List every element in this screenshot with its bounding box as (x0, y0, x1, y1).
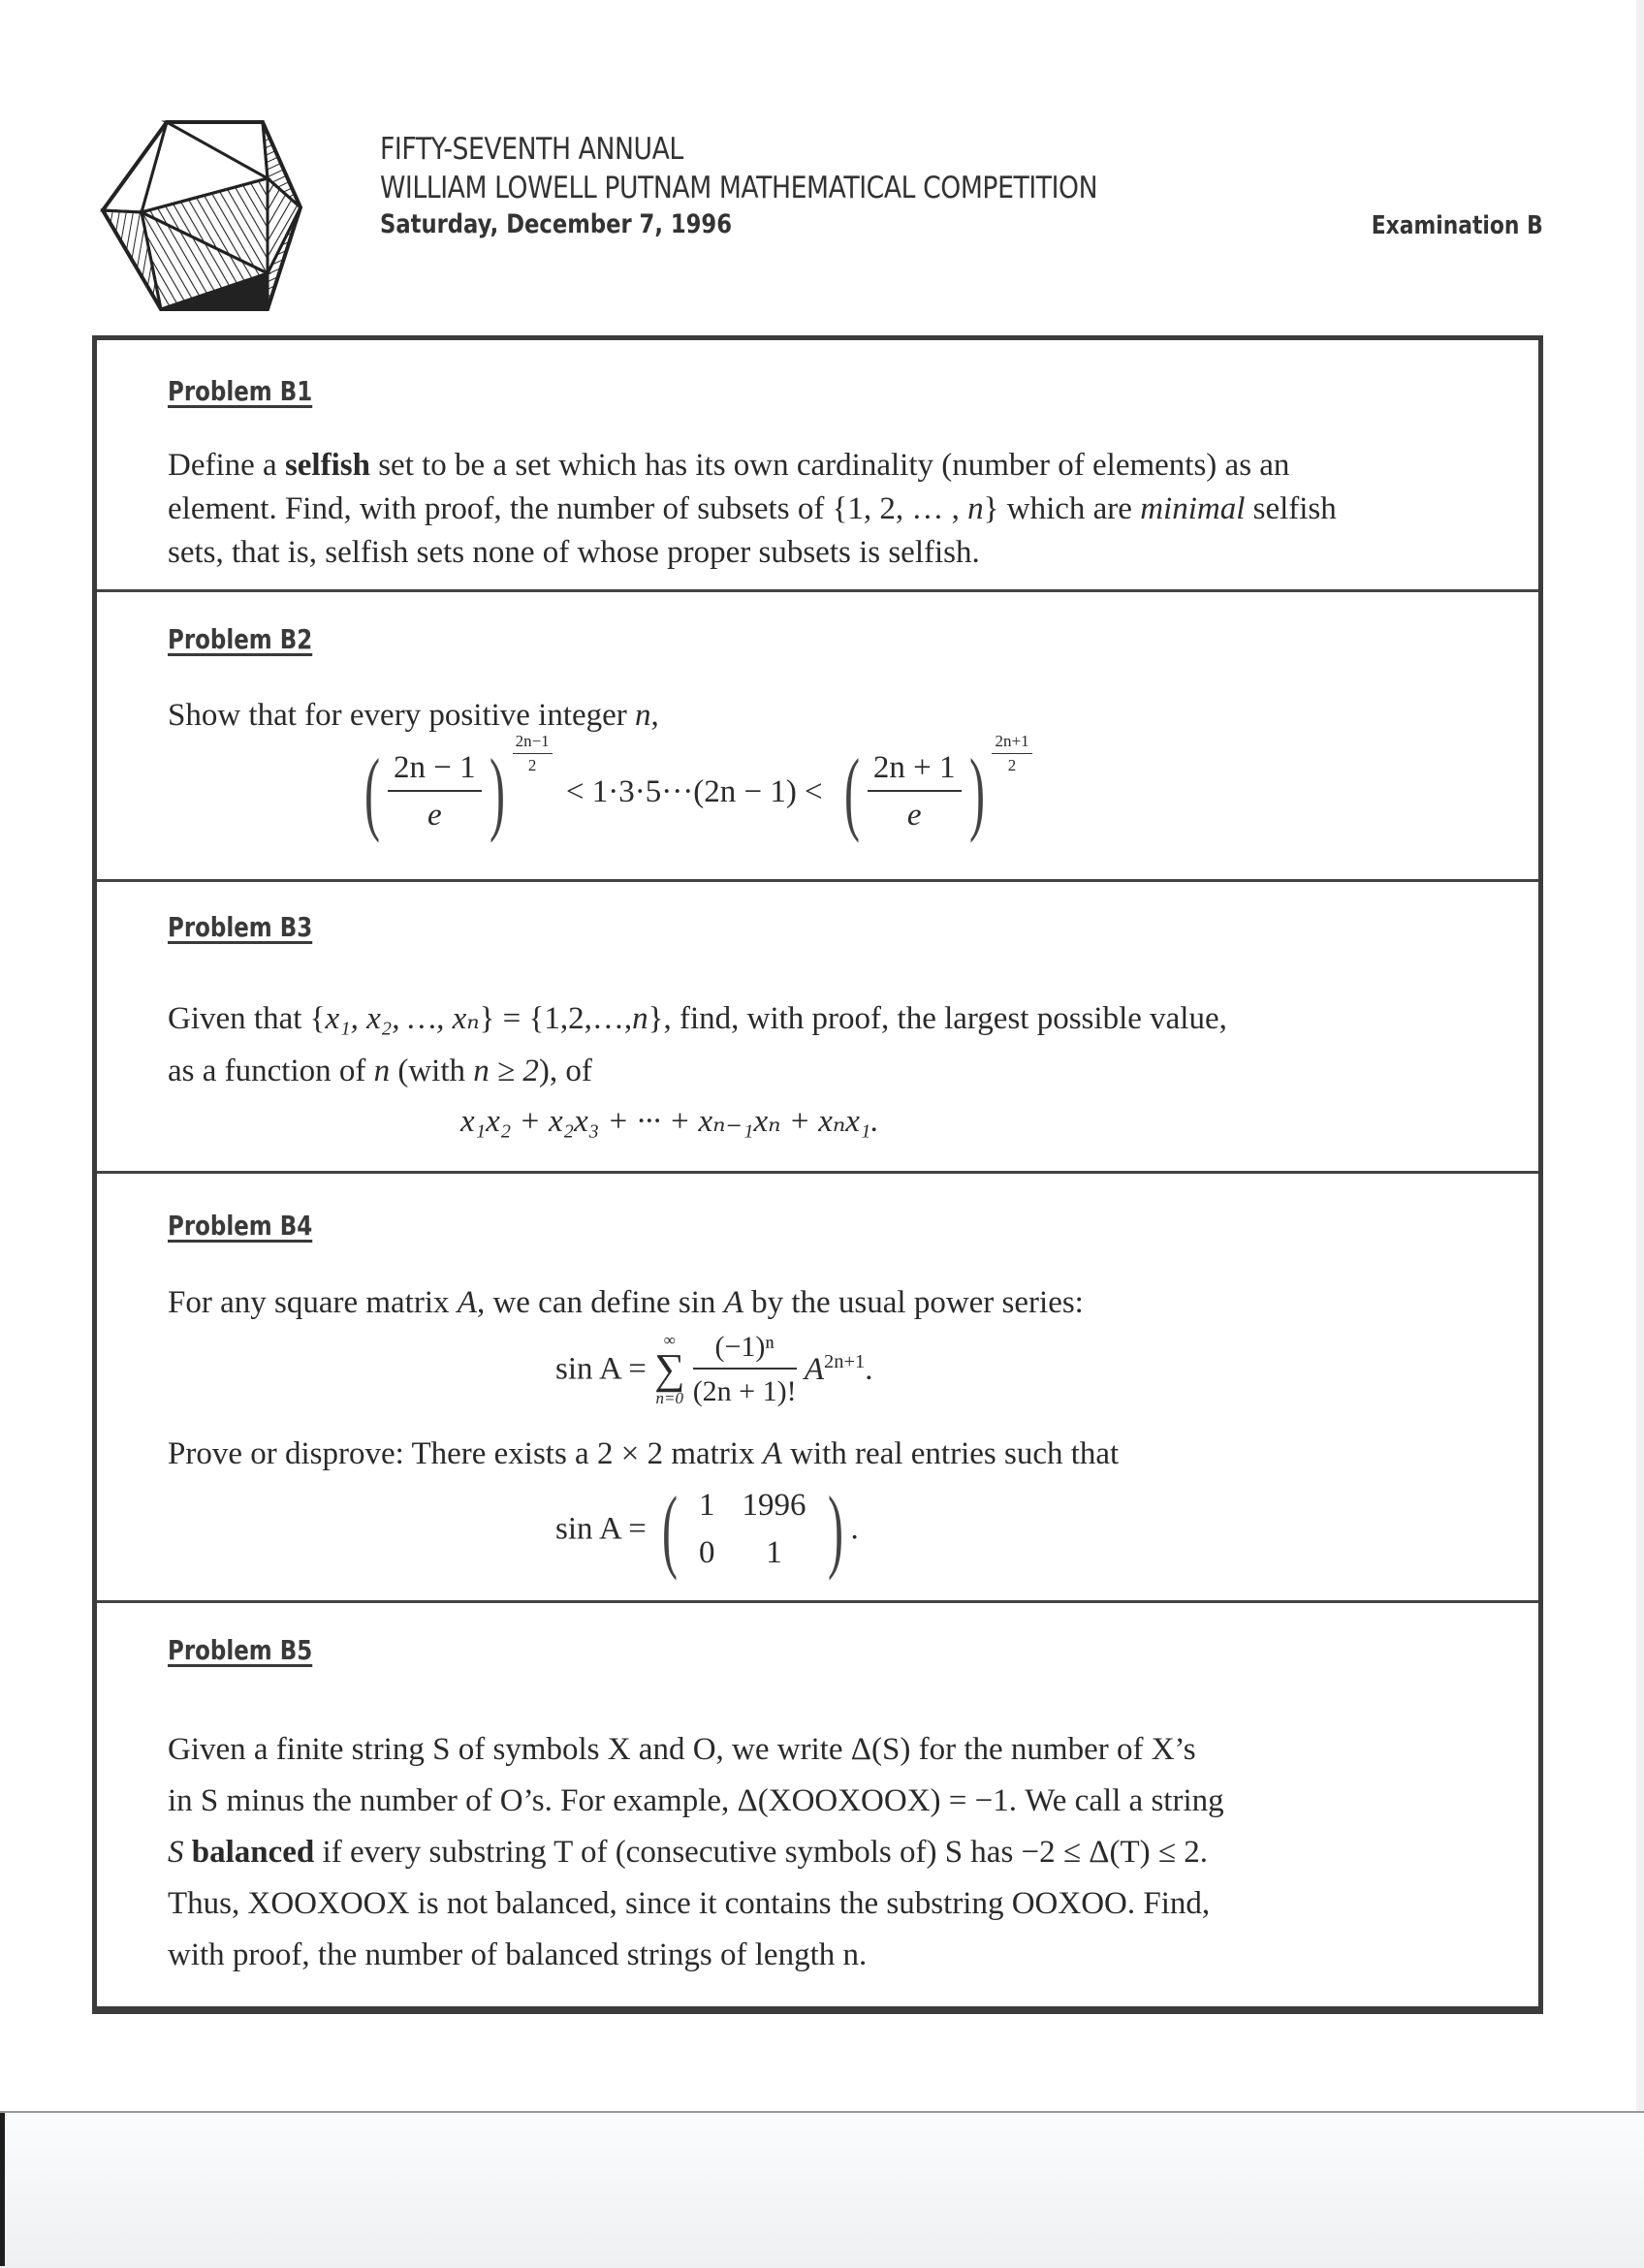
sheet-spine (0, 2113, 5, 2266)
problem-text-line: Thus, XOOXOOX is not balanced, since it contains the substring OOXOO. Find, (168, 1886, 1211, 1921)
header-edition: FIFTY-SEVENTH ANNUAL (380, 132, 683, 167)
problem-b1 (97, 340, 1538, 592)
exam-header (380, 130, 1543, 248)
problem-b3 (97, 882, 1538, 1173)
problem-title: Problem B5 (168, 1634, 313, 1666)
problem-text-line: Define a selfish set to be a set which has its own cardinality (number of elements) as an (168, 448, 1290, 483)
cyclic-sum-formula: x₁x₂ + x₂x₃ + ··· + xₙ₋₁xₙ + xₙx₁. (460, 1104, 879, 1139)
problem-b4 (97, 1174, 1538, 1600)
problem-text-line: For any square matrix A, we can define sin A by the usual power series: (168, 1285, 1084, 1320)
problem-title: Problem B2 (168, 623, 313, 655)
underlying-sheet (0, 2111, 1644, 2268)
problem-title: Problem B1 (168, 375, 313, 407)
problem-text-line: Given a finite string S of symbols X and O, we write Δ(S) for the number of X’s (168, 1732, 1196, 1767)
problem-text-line: as a function of n (with n ≥ 2), of (168, 1054, 592, 1088)
problem-b2 (97, 592, 1538, 881)
problem-text-line: Show that for every positive integer n, (168, 698, 659, 733)
sine-series-formula: sin A = ∞ ∑ n=0 $\frac{\text{(−1)ⁿ}}{(2n + 1)!}$ $A^{2n+1}$. (555, 1331, 873, 1407)
inequality-formula: ( $\frac{2n - 1}{e}$ ) $\frac{2n-1}{2}$ < 1·3·5···(2n − 1) < ( $\frac{2n + 1}{e}$ ) $\frac{2n+1}{2}$ (357, 745, 1032, 838)
problem-text-line: with proof, the number of balanced strings of length n. (168, 1937, 868, 1972)
problem-text-line: Prove or disprove: There exists a 2 × 2 matrix A with real entries such that (168, 1436, 1120, 1471)
header-date: Saturday, December 7, 1996 (380, 209, 732, 239)
problem-text-line: element. Find, with proof, the number of subsets of {1, 2, … , n} which are minimal selfish (168, 491, 1337, 526)
problem-b5 (97, 1603, 1538, 2010)
problem-title: Problem B3 (168, 911, 313, 943)
header-competition-name: WILLIAM LOWELL PUTNAM MATHEMATICAL COMPETITION (380, 171, 1098, 205)
problem-text-line: sets, that is, selfish sets none of whose proper subsets is selfish. (168, 535, 980, 570)
icosahedron-logo-icon (87, 118, 312, 316)
header-exam-label: Examination B (1371, 211, 1543, 240)
problem-text-line: S balanced if every substring T of (consecutive symbols of) S has −2 ≤ Δ(T) ≤ 2. (168, 1835, 1208, 1870)
page-edge (1636, 0, 1644, 2111)
problem-text-line: Given that {x₁, x₂, …, xₙ} = {1,2,…,n}, find, with proof, the largest possible value, (168, 1001, 1227, 1036)
problem-text-line: in S minus the number of O’s. For example, Δ(XOOXOOX) = −1. We call a string (168, 1783, 1224, 1818)
problem-title: Problem B4 (168, 1210, 313, 1242)
problems-box (92, 335, 1543, 2014)
matrix-equation: sin A = ( 1 1996 0 1 ) . (555, 1477, 859, 1581)
